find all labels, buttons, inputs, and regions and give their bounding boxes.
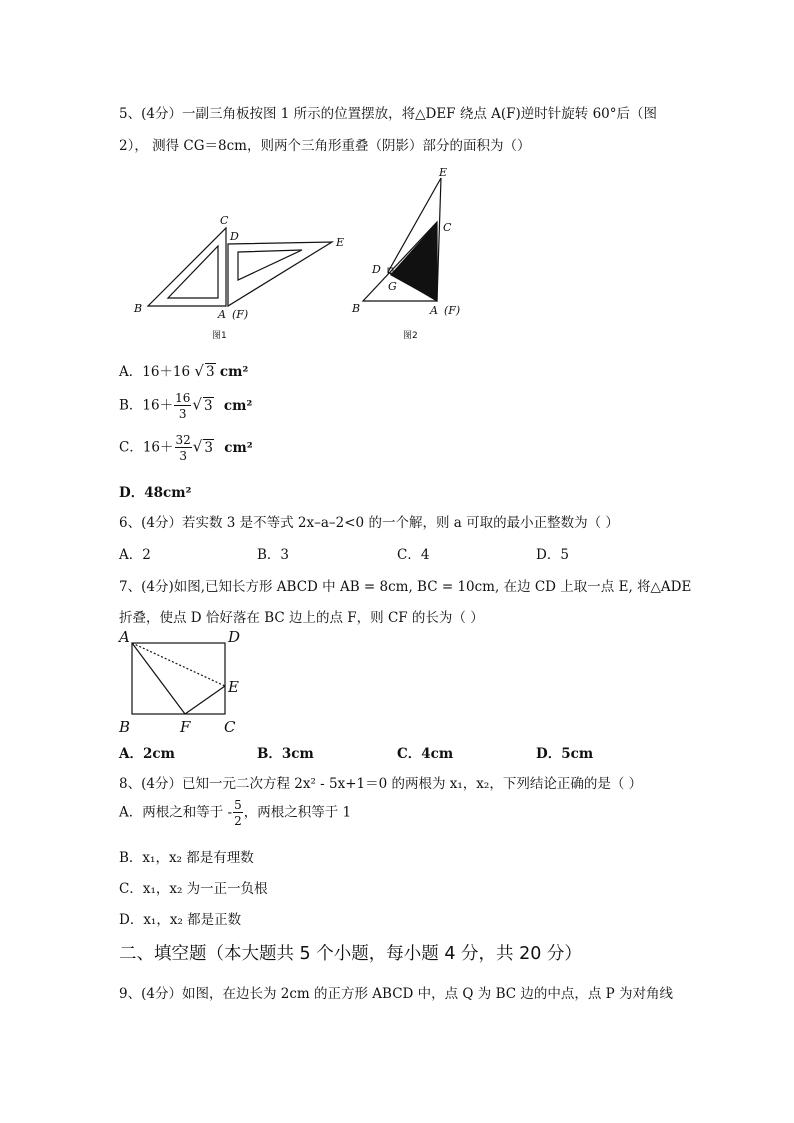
q7-label-b: B bbox=[119, 718, 131, 736]
q5-stem-line2: 2）， 测得 CG＝8cm，则两个三角形重叠（阴影）部分的面积为（） bbox=[119, 138, 531, 154]
q5-option-a-unit: cm² bbox=[219, 364, 249, 380]
q5-option-c-fraction: $\frac{32}{3}$ bbox=[175, 433, 191, 463]
q7-rectangle-abcd bbox=[132, 643, 225, 714]
fig1-label-b: B bbox=[134, 302, 143, 315]
fig1-triangle-abc bbox=[148, 228, 226, 306]
q7-stem-line2: 折叠，使点 D 恰好落在 BC 边上的点 F，则 CF 的长为（ ） bbox=[119, 610, 484, 626]
q5-option-a: A．16＋16 √ 3 cm² bbox=[119, 362, 249, 380]
fig1-label-f: (F) bbox=[232, 308, 249, 321]
q8-option-a-prefix: A．两根之和等于 - bbox=[119, 804, 233, 821]
q7-stem-line1: 7、(4分)如图,已知长方形 ABCD 中 AB = 8cm, BC = 10cm, 在边 CD 上取一点 E, 将△ADE bbox=[119, 579, 692, 595]
fig2-label-d: D bbox=[372, 263, 381, 276]
q6-option-a: A．2 bbox=[119, 547, 151, 563]
q8-option-d: D．x₁，x₂ 都是正数 bbox=[119, 912, 242, 928]
section-2-heading: 二、填空题（本大题共 5 个小题，每小题 4 分，共 20 分） bbox=[119, 944, 582, 964]
q6-option-c: C．4 bbox=[397, 547, 430, 563]
q5-option-a-prefix: A．16＋16 bbox=[119, 364, 191, 380]
q8-stem: 8、(4分）已知一元二次方程 2x² - 5x+1＝0 的两根为 x₁，x₂，下列结论正确的是（ ） bbox=[119, 776, 643, 792]
q5-option-c: C．16＋ $\frac{32}{3}$ √ 3 cm² bbox=[119, 433, 253, 463]
fig2-label-b: B bbox=[352, 302, 361, 315]
fig2-label-f: (F) bbox=[444, 304, 461, 317]
q5-option-b-prefix: B．16＋ bbox=[119, 397, 174, 414]
q7-option-b: B．3cm bbox=[257, 746, 314, 762]
q8-option-a-suffix: ，两根之积等于 1 bbox=[243, 804, 352, 821]
q7-label-e: E bbox=[228, 678, 239, 696]
q7-option-d: D．5cm bbox=[536, 746, 594, 762]
q5-option-b-fraction: $\frac{16}{3}$ bbox=[175, 391, 191, 421]
fig2-shaded-overlap bbox=[390, 222, 437, 301]
q6-option-d: D．5 bbox=[536, 547, 569, 563]
q7-fold-line-ae bbox=[132, 643, 225, 686]
q6-stem: 6、(4分）若实数 3 是不等式 2x–a–2<0 的一个解，则 a 可取的最小正整数为（ ） bbox=[119, 515, 619, 531]
q5-stem-line1: 5、(4分）一副三角板按图 1 所示的位置摆放，将△DEF 绕点 A(F)逆时针旋转 60°后（图 bbox=[119, 106, 657, 122]
fig1-label-d: D bbox=[230, 230, 239, 243]
fig2-label-e: E bbox=[439, 166, 448, 179]
fig1-label-e: E bbox=[336, 236, 345, 249]
q7-option-c: C．4cm bbox=[397, 746, 454, 762]
fig2-label-a: A bbox=[430, 304, 438, 317]
q6-option-b: B．3 bbox=[257, 547, 290, 563]
q7-label-d: D bbox=[228, 628, 241, 646]
q8-option-b: B．x₁，x₂ 都是有理数 bbox=[119, 850, 254, 866]
q7-label-a: A bbox=[119, 628, 130, 646]
fig1-label-c: C bbox=[220, 214, 229, 227]
q7-label-c: C bbox=[224, 718, 236, 736]
q5-option-c-prefix: C．16＋ bbox=[119, 439, 174, 456]
q5-option-c-radicand: 3 bbox=[204, 439, 213, 456]
q5-option-a-radicand: 3 bbox=[205, 364, 215, 380]
fig1-triangle-def bbox=[228, 242, 332, 306]
q7-figure bbox=[112, 626, 252, 736]
q7-label-f: F bbox=[180, 718, 191, 736]
q5-option-b-radicand: 3 bbox=[203, 397, 213, 414]
q5-figures bbox=[130, 160, 480, 350]
q5-option-b-unit: cm² bbox=[223, 397, 253, 414]
q9-stem: 9、(4分）如图，在边长为 2cm 的正方形 ABCD 中，点 Q 为 BC 边的中点，点 P 为对角线 bbox=[119, 986, 674, 1002]
q5-option-d: D．48cm² bbox=[119, 485, 192, 501]
q5-option-b: B．16＋ $\frac{16}{3}$ √ 3 cm² bbox=[119, 391, 253, 421]
q8-option-c: C．x₁，x₂ 为一正一负根 bbox=[119, 881, 268, 897]
fig2-caption: 图2 bbox=[403, 331, 418, 341]
fig1-caption: 图1 bbox=[212, 331, 227, 341]
fig2-label-c: C bbox=[443, 221, 452, 234]
q7-option-a: A．2cm bbox=[119, 746, 175, 762]
q5-option-c-unit: cm² bbox=[224, 439, 253, 456]
q8-option-a-fraction: $\frac{5}{2}$ bbox=[234, 798, 242, 828]
q7-line-af bbox=[132, 643, 185, 714]
fig1-label-a: A bbox=[218, 308, 226, 321]
q7-line-fe bbox=[185, 686, 225, 714]
fig2-label-g: G bbox=[388, 280, 397, 293]
q8-option-a bbox=[119, 799, 351, 827]
